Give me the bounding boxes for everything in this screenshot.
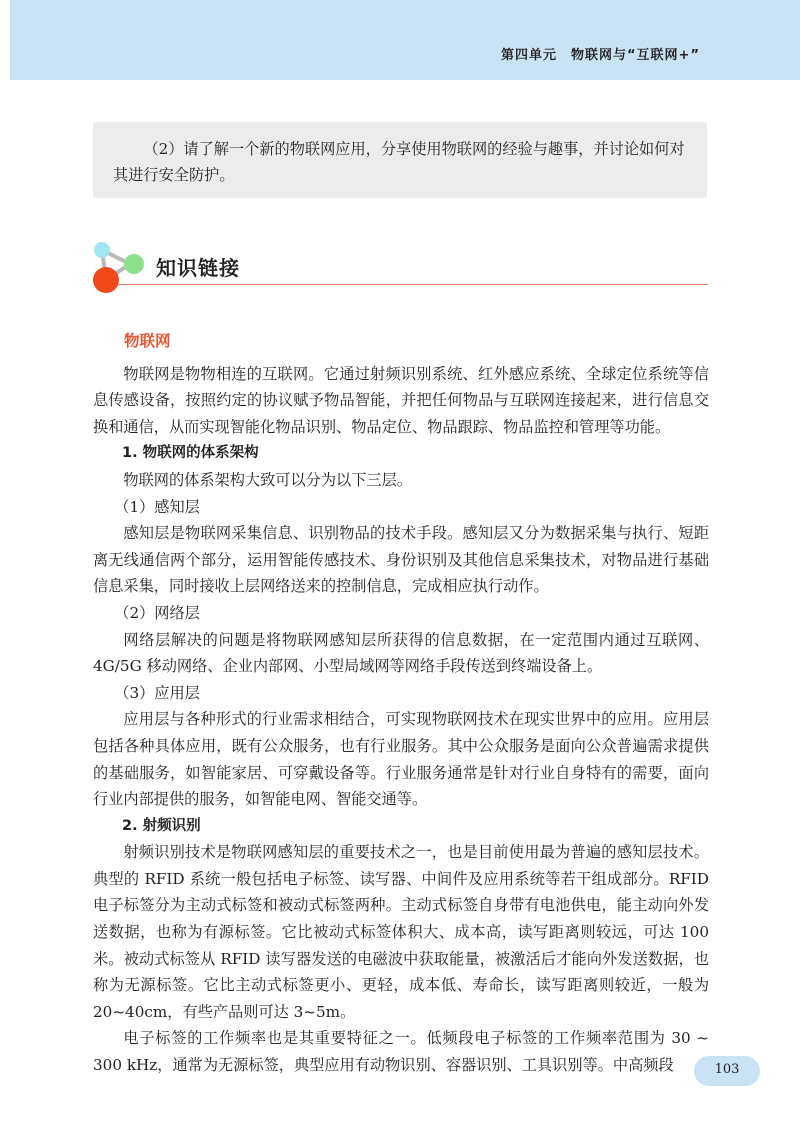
knowledge-link-header xyxy=(88,236,708,296)
network-paragraph: 网络层解决的问题是将物联网感知层所获得的信息数据，在一定范围内通过互联网、4G/5G 移动网络、企业内部网、小型局域网等网络手段传送到终端设备上。 xyxy=(93,630,709,676)
section-title: 物联网 xyxy=(124,332,171,350)
running-head: 第四单元 物联网与“互联网+” xyxy=(501,48,700,63)
article xyxy=(93,328,709,1079)
rfid-paragraph-2: 电子标签的工作频率也是其重要特征之一。低频段电子标签的工作频率范围为 30 ~ 300 kHz，通常为无源标签，典型应用有动物识别、容器识别、工具识别等。中高频段 xyxy=(93,1029,709,1075)
divider xyxy=(118,284,708,285)
architecture-paragraph: 物联网的体系架构大致可以分为以下三层。 xyxy=(123,470,412,489)
subheading-application: （3）应用层 xyxy=(114,683,200,702)
molecule-icon xyxy=(88,236,158,296)
top-header-band xyxy=(10,0,800,80)
heading-architecture: 1. 物联网的体系架构 xyxy=(122,445,259,462)
intro-paragraph: 物联网是物物相连的互联网。它通过射频识别系统、红外感应系统、全球定位系统等信息传感设备，按照约定的协议赋予物品智能，并把任何物品与互联网连接起来，进行信息交换和通信，从而实现智能化物品识别、物品定位、物品跟踪、物品监控和管理等功能。 xyxy=(93,364,709,436)
page-number-tab xyxy=(694,1056,760,1086)
perception-paragraph: 感知层是物联网采集信息、识别物品的技术手段。感知层又分为数据采集与执行、短距离无线通信两个部分，运用智能传感技术、身份识别及其他信息采集技术，对物品进行基础信息采集，同时接收上层网络送来的控制信息，完成相应执行动作。 xyxy=(93,524,709,596)
application-paragraph: 应用层与各种形式的行业需求相结合，可实现物联网技术在现实世界中的应用。应用层包括各种具体应用，既有公众服务，也有行业服务。其中公众服务是面向公众普遍需求提供的基础服务，如智能家居、可穿戴设备等。行业服务通常是针对行业自身特有的需要，面向行业内部提供的服务，如智能电网、智能交通等。 xyxy=(93,710,709,809)
rfid-paragraph-1: 射频识别技术是物联网感知层的重要技术之一，也是目前使用最为普遍的感知层技术。典型的 RFID 系统一般包括电子标签、读写器、中间件及应用系统等若干组成部分。RFID 电子标签分为主动式标签和被动式标签两种。主动式标签自身带有电池供电，能主动向外发送数据，也称为有源标签。它比被动式标签体积大、成本高，读写距离则较远，可达 100 米。被动式标签从 RFID 读写器发送的电磁波中获取能量，被激活后才能向外发送数据，也称为无源标签。它比主动式标签更小、更轻，成本低、寿命长，读写距离则较近，一般为 20~40cm，有些产品则可达 3~5m。 xyxy=(93,843,709,1021)
knowledge-link-title: 知识链接 xyxy=(156,256,240,280)
page-number: 103 xyxy=(714,1062,740,1077)
heading-rfid: 2. 射频识别 xyxy=(122,817,201,834)
activity-text: （2）请了解一个新的物联网应用，分享使用物联网的经验与趣事，并讨论如何对其进行安全防护。 xyxy=(113,140,685,184)
activity-box xyxy=(93,122,707,198)
subheading-network: （2）网络层 xyxy=(114,603,200,622)
subheading-perception: （1）感知层 xyxy=(114,497,200,516)
